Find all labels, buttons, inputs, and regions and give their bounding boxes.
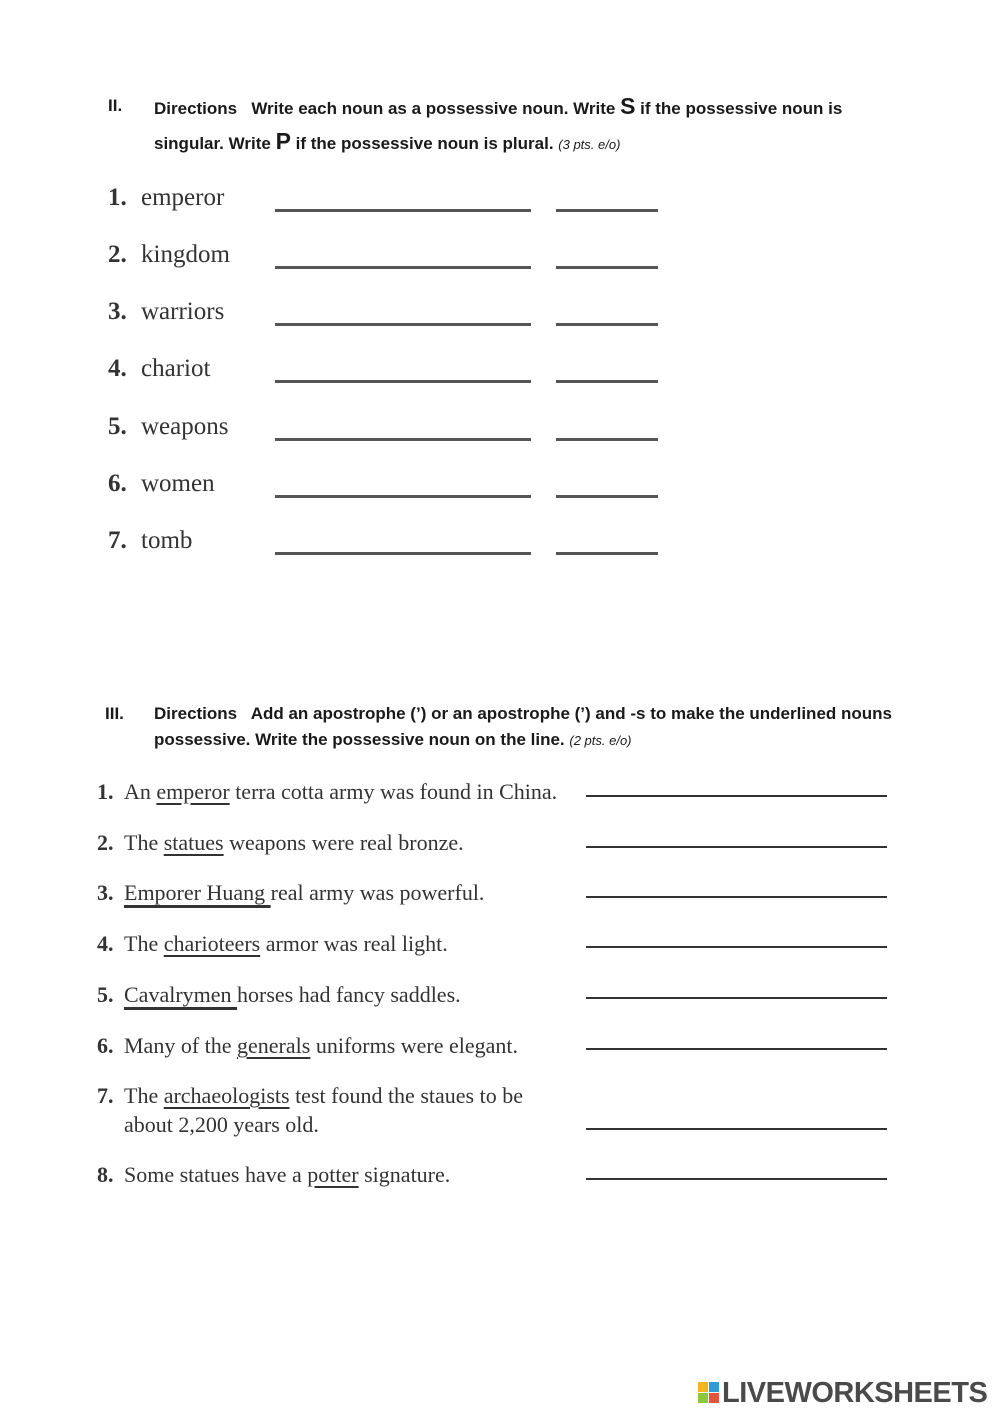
item-number: 3.: [97, 880, 114, 905]
sentence-post: signature.: [358, 1162, 451, 1187]
sentence: [124, 1031, 574, 1060]
directions-text: Add an apostrophe (’) or an apostrophe (’) and -s to make the underlined nouns possessive. Write the possessive noun on the line.: [154, 704, 892, 749]
section-3-instructions: [154, 701, 924, 754]
sp-answer-line[interactable]: [556, 209, 658, 212]
letter-p: P: [275, 128, 291, 154]
answer-line[interactable]: [586, 1178, 887, 1180]
sp-answer-line[interactable]: [556, 552, 658, 555]
logo-square: [698, 1393, 708, 1403]
logo-square: [709, 1382, 719, 1392]
sp-answer-line[interactable]: [556, 323, 658, 326]
noun-word: warriors: [141, 298, 225, 325]
points-note: (3 pts. e/o): [558, 137, 621, 152]
directions-text-3: if the possessive noun is plural.: [295, 134, 554, 153]
possessive-answer-line[interactable]: [275, 552, 531, 555]
underlined-noun: charioteers: [163, 931, 261, 956]
possessive-answer-line[interactable]: [275, 495, 531, 498]
directions-label: Directions: [154, 99, 238, 118]
item-number: 6.: [108, 470, 127, 497]
exercise-2-row: [108, 184, 668, 220]
underlined-noun: emperor: [156, 779, 230, 804]
exercise-2-row: [108, 413, 668, 449]
exercise-2-row: [108, 527, 668, 563]
possessive-answer-line[interactable]: [275, 438, 531, 441]
noun-word: women: [141, 470, 215, 497]
item-number: 5.: [108, 413, 127, 440]
item-number: 2.: [108, 241, 127, 268]
sentence-post: horses had fancy saddles.: [237, 982, 461, 1007]
item-number: 3.: [108, 298, 127, 325]
sentence-post: uniforms were elegant.: [310, 1033, 519, 1058]
answer-line[interactable]: [586, 997, 887, 999]
letter-s: S: [620, 93, 636, 119]
answer-line[interactable]: [586, 1128, 887, 1130]
noun-word: chariot: [141, 355, 211, 382]
sentence: [124, 878, 574, 907]
sentence-pre: The: [124, 1083, 164, 1108]
directions-label: Directions: [154, 704, 238, 723]
sp-answer-line[interactable]: [556, 380, 658, 383]
underlined-noun: statues: [163, 830, 224, 855]
answer-line[interactable]: [586, 846, 887, 848]
underlined-noun: potter: [307, 1162, 359, 1187]
section-3-numeral: III.: [105, 704, 124, 723]
underlined-noun: Cavalrymen: [124, 982, 238, 1007]
exercise-2-row: [108, 355, 668, 391]
sentence: [124, 1081, 544, 1139]
liveworksheets-logo: [698, 1377, 994, 1409]
noun-word: tomb: [141, 527, 193, 554]
item-number: 7.: [108, 527, 127, 554]
item-number: 4.: [97, 931, 114, 956]
item-number: 1.: [108, 184, 127, 211]
points-note: (2 pts. e/o): [569, 733, 632, 748]
sentence: [124, 828, 574, 857]
sp-answer-line[interactable]: [556, 266, 658, 269]
answer-line[interactable]: [586, 946, 887, 948]
answer-line[interactable]: [586, 896, 887, 898]
possessive-answer-line[interactable]: [275, 209, 531, 212]
exercise-2-row: [108, 298, 668, 334]
directions-text-1: Write each noun as a possessive noun. Write: [251, 99, 616, 118]
possessive-answer-line[interactable]: [275, 380, 531, 383]
logo-square: [698, 1382, 708, 1392]
noun-word: kingdom: [141, 241, 230, 268]
section-2-numeral: II.: [108, 96, 123, 115]
item-number: 2.: [97, 830, 114, 855]
sentence-pre: The: [124, 830, 164, 855]
sentence-post: real army was powerful.: [270, 880, 485, 905]
sentence: [124, 929, 574, 958]
item-number: 4.: [108, 355, 127, 382]
sentence-pre: An: [124, 779, 157, 804]
logo-mark-icon: [698, 1382, 720, 1404]
sentence: [124, 980, 574, 1009]
sentence-pre: Some statues have a: [124, 1162, 308, 1187]
logo-text: LIVEWORKSHEETS: [722, 1377, 988, 1409]
sentence-post: armor was real light.: [260, 931, 448, 956]
underlined-noun: Emporer Huang: [124, 880, 271, 905]
sentence-post: terra cotta army was found in China.: [229, 779, 558, 804]
sp-answer-line[interactable]: [556, 495, 658, 498]
sentence: [124, 777, 574, 806]
possessive-answer-line[interactable]: [275, 323, 531, 326]
item-number: 1.: [97, 779, 114, 804]
sentence-post: weapons were real bronze.: [223, 830, 464, 855]
sp-answer-line[interactable]: [556, 438, 658, 441]
possessive-answer-line[interactable]: [275, 266, 531, 269]
sentence-pre: The: [124, 931, 164, 956]
noun-word: weapons: [141, 413, 229, 440]
exercise-2-row: [108, 470, 668, 506]
sentence-post: test found the staues to be about 2,200 years old.: [124, 1083, 523, 1137]
logo-square: [709, 1393, 719, 1403]
directions-text-2: if the possessive noun is singular. Write: [154, 99, 843, 153]
noun-word: emperor: [141, 184, 225, 211]
answer-line[interactable]: [586, 1048, 887, 1050]
underlined-noun: archaeologists: [163, 1083, 290, 1108]
section-2-instructions: [154, 90, 914, 161]
item-number: 5.: [97, 982, 114, 1007]
sentence: [124, 1160, 574, 1189]
answer-line[interactable]: [586, 795, 887, 797]
underlined-noun: generals: [237, 1033, 311, 1058]
exercise-2-row: [108, 241, 668, 277]
item-number: 7.: [97, 1083, 114, 1108]
item-number: 8.: [97, 1162, 114, 1187]
item-number: 6.: [97, 1033, 114, 1058]
sentence-pre: Many of the: [124, 1033, 238, 1058]
